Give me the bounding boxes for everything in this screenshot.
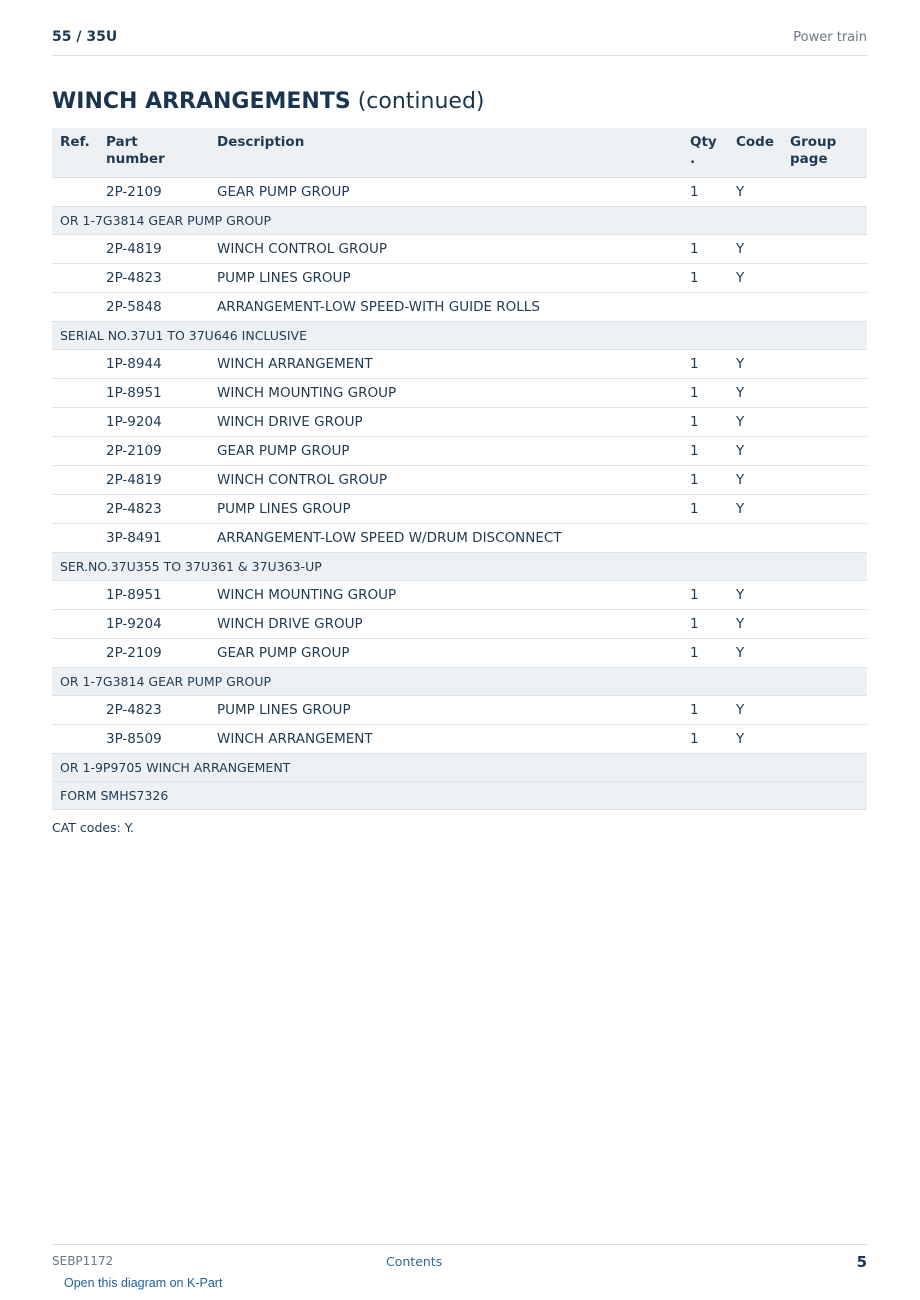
table-row [52,379,867,408]
note-row [52,553,867,581]
cell-description: WINCH CONTROL GROUP [209,466,682,495]
cell-qty: 1 [682,725,728,754]
cell-description: WINCH MOUNTING GROUP [209,379,682,408]
cell-ref [52,264,98,293]
parts-table [52,128,867,810]
cell-ref [52,581,98,610]
cell-group-page [782,235,867,264]
cat-codes: CAT codes: Y. [52,820,134,835]
cell-description: GEAR PUMP GROUP [209,437,682,466]
page-number: 5 [856,1253,867,1271]
cell-description: WINCH ARRANGEMENT [209,725,682,754]
parts-table-body [52,178,867,810]
cell-description: WINCH DRIVE GROUP [209,408,682,437]
cell-part-number: 2P-4823 [98,696,209,725]
cell-group-page [782,437,867,466]
note-text: OR 1-9P9705 WINCH ARRANGEMENT [52,754,867,782]
cell-ref [52,293,98,322]
cell-part-number: 2P-5848 [98,293,209,322]
cell-code: Y [728,264,782,293]
cell-code: Y [728,408,782,437]
table-row [52,581,867,610]
note-text: OR 1-7G3814 GEAR PUMP GROUP [52,668,867,696]
col-part-number: Part number [98,128,209,178]
cell-ref [52,696,98,725]
cell-qty: 1 [682,178,728,207]
cell-qty: 1 [682,350,728,379]
table-row [52,293,867,322]
note-text: FORM SMHS7326 [52,782,867,810]
cell-description: PUMP LINES GROUP [209,495,682,524]
cell-group-page [782,466,867,495]
cell-part-number: 2P-2109 [98,437,209,466]
note-row [52,207,867,235]
cell-part-number: 3P-8491 [98,524,209,553]
section-label: Power train [793,30,867,45]
cell-ref [52,466,98,495]
cell-code: Y [728,495,782,524]
contents-link[interactable]: Contents [386,1254,443,1269]
title-suffix: (continued) [350,89,485,114]
doc-id: SEBP1172 [52,1254,114,1268]
cell-part-number: 2P-2109 [98,639,209,668]
table-row [52,408,867,437]
cell-ref [52,639,98,668]
table-row [52,466,867,495]
table-header-row [52,128,867,178]
table-row [52,696,867,725]
cell-code: Y [728,639,782,668]
cell-qty: 1 [682,581,728,610]
cell-qty: 1 [682,235,728,264]
table-row [52,610,867,639]
cell-ref [52,235,98,264]
note-text: SERIAL NO.37U1 TO 37U646 INCLUSIVE [52,322,867,350]
note-row [52,754,867,782]
col-ref: Ref. [52,128,98,178]
cell-description: GEAR PUMP GROUP [209,178,682,207]
cell-description: WINCH MOUNTING GROUP [209,581,682,610]
cell-part-number: 1P-9204 [98,610,209,639]
cell-description: ARRANGEMENT-LOW SPEED-WITH GUIDE ROLLS [209,293,682,322]
table-row [52,350,867,379]
cell-code: Y [728,581,782,610]
cell-qty: 1 [682,696,728,725]
cell-qty: 1 [682,466,728,495]
cell-part-number: 3P-8509 [98,725,209,754]
table-row [52,178,867,207]
cell-code: Y [728,350,782,379]
cell-part-number: 1P-9204 [98,408,209,437]
cell-part-number: 2P-4819 [98,466,209,495]
cell-group-page [782,264,867,293]
cell-code: Y [728,610,782,639]
cell-part-number: 2P-4819 [98,235,209,264]
cell-group-page [782,725,867,754]
cell-group-page [782,581,867,610]
cell-ref [52,524,98,553]
page-footer [52,1244,867,1275]
cell-qty [682,293,728,322]
table-row [52,235,867,264]
cell-description: WINCH CONTROL GROUP [209,235,682,264]
cell-qty: 1 [682,437,728,466]
cell-qty: 1 [682,264,728,293]
note-row [52,668,867,696]
cell-description: ARRANGEMENT-LOW SPEED W/DRUM DISCONNECT [209,524,682,553]
cell-code [728,524,782,553]
cell-ref [52,610,98,639]
cell-group-page [782,495,867,524]
cell-qty [682,524,728,553]
cell-ref [52,408,98,437]
table-row [52,495,867,524]
cell-group-page [782,178,867,207]
cell-ref [52,437,98,466]
cell-group-page [782,696,867,725]
cell-description: GEAR PUMP GROUP [209,639,682,668]
table-row [52,437,867,466]
note-text: OR 1-7G3814 GEAR PUMP GROUP [52,207,867,235]
cell-part-number: 1P-8951 [98,581,209,610]
cell-code: Y [728,466,782,495]
cell-code: Y [728,725,782,754]
cell-description: PUMP LINES GROUP [209,696,682,725]
cell-code: Y [728,696,782,725]
cell-ref [52,178,98,207]
cell-part-number: 2P-4823 [98,264,209,293]
cell-ref [52,725,98,754]
table-row [52,725,867,754]
cell-code: Y [728,235,782,264]
cell-group-page [782,350,867,379]
note-row [52,782,867,810]
note-row [52,322,867,350]
cell-part-number: 2P-4823 [98,495,209,524]
table-row [52,639,867,668]
cell-qty: 1 [682,379,728,408]
model-label: 55 / 35U [52,29,118,45]
cell-code: Y [728,178,782,207]
cell-qty: 1 [682,639,728,668]
cell-ref [52,495,98,524]
cell-part-number: 1P-8944 [98,350,209,379]
col-group-page: Group page [782,128,867,178]
kpart-link[interactable]: Open this diagram on K-Part [64,1276,223,1290]
cell-group-page [782,293,867,322]
cell-part-number: 2P-2109 [98,178,209,207]
col-description: Description [209,128,682,178]
cell-qty: 1 [682,610,728,639]
cell-group-page [782,379,867,408]
cell-code: Y [728,437,782,466]
cell-description: PUMP LINES GROUP [209,264,682,293]
cell-ref [52,379,98,408]
page-header [52,28,867,56]
cell-description: WINCH ARRANGEMENT [209,350,682,379]
cell-part-number: 1P-8951 [98,379,209,408]
cell-group-page [782,524,867,553]
cell-description: WINCH DRIVE GROUP [209,610,682,639]
col-qty: Qty . [682,128,728,178]
page-title [52,89,485,114]
col-code: Code [728,128,782,178]
cell-group-page [782,639,867,668]
cell-code [728,293,782,322]
cell-qty: 1 [682,495,728,524]
table-row [52,264,867,293]
table-row [52,524,867,553]
cell-code: Y [728,379,782,408]
note-text: SER.NO.37U355 TO 37U361 & 37U363-UP [52,553,867,581]
cell-group-page [782,408,867,437]
cell-qty: 1 [682,408,728,437]
title-main: WINCH ARRANGEMENTS [52,89,351,114]
cell-ref [52,350,98,379]
cell-group-page [782,610,867,639]
